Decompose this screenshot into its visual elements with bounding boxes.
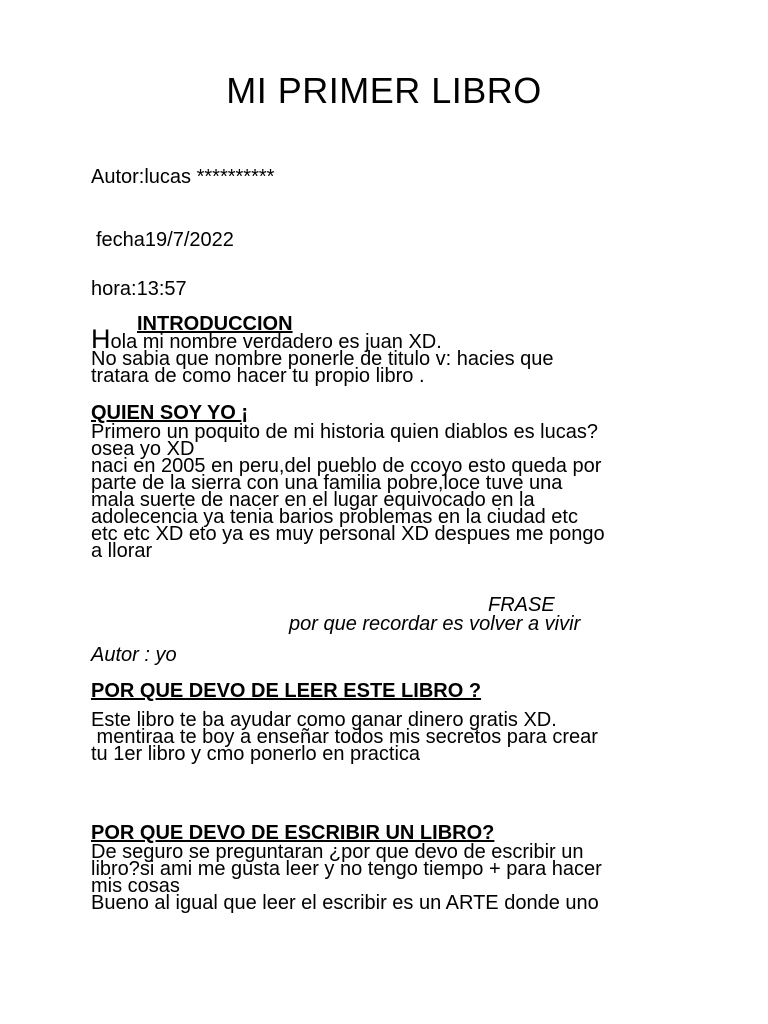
author-line: Autor:lucas **********	[91, 166, 275, 188]
date-line: fecha19/7/2022	[96, 229, 234, 251]
por-que-leer-line: tu 1er libro y cmo ponerlo en practica	[91, 743, 421, 765]
frase-label: FRASE	[488, 594, 555, 616]
quien-soy-line: osea yo XD	[91, 438, 195, 460]
por-que-escribir-line: mis cosas	[91, 875, 180, 897]
quien-soy-line: etc etc XD eto ya es muy personal XD despues me pongo	[91, 523, 605, 545]
introduccion-line: Hola mi nombre verdadero es juan XD.	[91, 324, 442, 354]
time-line: hora:13:57	[91, 278, 187, 300]
quien-soy-line: a llorar	[91, 540, 153, 562]
por-que-leer-paragraph	[91, 709, 691, 765]
por-que-escribir-heading: POR QUE DEVO DE ESCRIBIR UN LIBRO?	[91, 822, 495, 844]
introduccion-heading: INTRODUCCION	[137, 313, 293, 335]
por-que-escribir-paragraph	[91, 841, 691, 914]
por-que-escribir-line: Bueno al igual que leer el escribir es un ARTE donde uno	[91, 892, 599, 914]
introduccion-line: No sabia que nombre ponerle de titulo v: hacies que	[91, 348, 554, 370]
por-que-leer-line: Este libro te ba ayudar como ganar dinero gratis XD.	[91, 709, 557, 731]
por-que-leer-heading: POR QUE DEVO DE LEER ESTE LIBRO ?	[91, 680, 482, 702]
frase-text: por que recordar es volver a vivir	[289, 613, 581, 635]
document-title: MI PRIMER LIBRO	[226, 70, 542, 111]
quien-soy-line: mala suerte de nacer en el lugar equivocado en la	[91, 489, 535, 511]
quien-soy-paragraph	[91, 421, 691, 562]
quien-soy-line: parte de la sierra con una familia pobre,loce tuve una	[91, 472, 563, 494]
frase-author: Autor : yo	[91, 644, 177, 666]
quien-soy-heading: QUIEN SOY YO ¡	[91, 402, 249, 424]
por-que-escribir-line: De seguro se preguntaran ¿por que devo de escribir un	[91, 841, 584, 863]
por-que-leer-line: mentiraa te boy a enseñar todos mis secretos para crear	[91, 726, 598, 748]
introduccion-line: tratara de como hacer tu propio libro .	[91, 365, 425, 387]
quien-soy-line: adolecencia ya tenia barios problemas en la ciudad etc	[91, 506, 578, 528]
quien-soy-line: Primero un poquito de mi historia quien diablos es lucas?	[91, 421, 598, 443]
quien-soy-line: naci en 2005 en peru,del pueblo de ccoyo esto queda por	[91, 455, 602, 477]
dropcap-letter: H	[91, 324, 111, 354]
por-que-escribir-line: libro?si ami me gusta leer y no tengo tiempo + para hacer	[91, 858, 602, 880]
